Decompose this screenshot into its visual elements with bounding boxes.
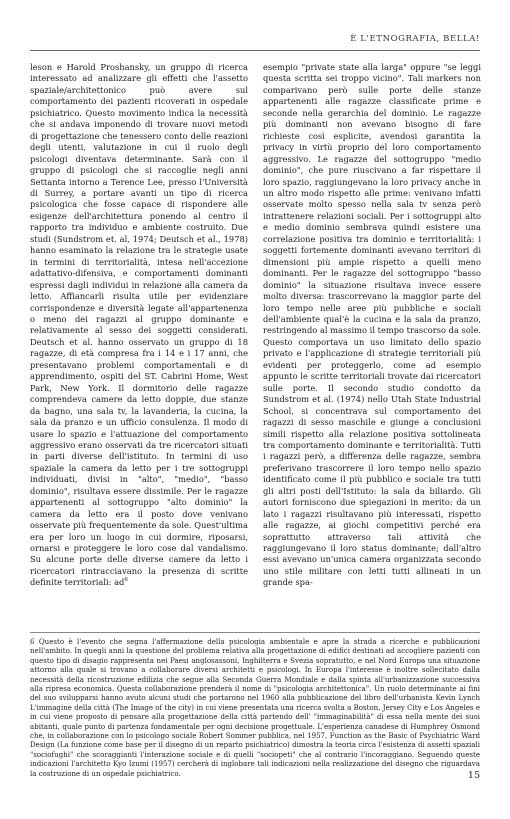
left-column-text: leson e Harold Proshansky, un gruppo di ricerca interessato ad analizzare gli effetti che l'assetto spaziale/architettonico può avere sul comportamento dei pazienti ricoverati in ospedale psichiatrico. Questo movimento indica la necessità che si andava imponendo di trovare nuovi metodi di progettazione che tenessero conto delle reazioni degli utenti, valutazione in cui il ruolo degli psicologi diventava determinante. Sarà con il gruppo di psicologi che si raccoglie negli anni Settanta intorno a Terence Lee, presso l'Università di Surrey, a portare avanti un tipo di ricerca psicologica che fosse capace di rispondere alle esigenze dell'architettura ponendo al centro il rapporto tra individuo e ambiente costruito. Due studi (Sundstrom et. al, 1974; Deutsch et al., 1978) hanno esaminato la relazione tra le strategie usate in termini di territorialità, intesa nell'accezione adattativo-difensiva, e comportamenti dominanti espressi dagli individui in relazione alla camera da letto. Affiancarli risulta utile per evidenziare corrispondenze e diversità legate all'appartenenza o meno dei ragazzi al gruppo dominante e relativamente al sesso dei soggetti considerati. Deutsch et al. hanno osservato un gruppo di 18 ragazze, di età compresa fra i 14 e i 17 anni, che presentavano problemi comportamentali e di apprendimento, ospiti del ST. Cabrini Home, West Park, New York. Il dormitorio delle ragazze comprendeva camere da letto doppie, due stanze da bagno, una sala tv, la lavanderia, la cucina, la sala da pranzo e un ufficio consulenza. Il modo di usare lo spazio e l'attuazione del comportamento aggressivo erano osservati da tre ricercatori situati in parti diverse dell'istituto. In termini di uso spaziale la camera da letto per i tre sottogruppi individuati, divisi in "alto", "medio", "basso dominio", risultava essere dissimile. Per le ragazze appartenenti al sottogruppo "alto dominio" la camera da letto era il posto dove venivano osservate più frequentemente da sole. Quest'ultima era per loro un luogo in cui dormire, riposarsi, ornarsi e proteggere le loro cose dal vandalismo. Su alcune porte delle diverse camere da letto i ricercatori rintracciavano la presenza di scritte definite territoriali: ad (30, 62, 248, 588)
footnote-text: 6 Questo è l'evento che segna l'affermazione della psicologia ambientale e apre la strada a ricerche e pubblicazioni nell'ambito. In quegli anni la questione del problema relativa alla progettazione di edifici destinati ad accogliere pazienti con questo tipo di disagio rappresenta nei Paesi anglosassoni, Inghilterra e Svezia sopratutto, e nel Nord Europa una situazione attorno alla quale si trovano a collaborare diversi architetti e psicologi. In Europa l'interesse è inoltre sollecitato dalla necessità della ricostruzione edilizia che segue alla Seconda Guerra Mondiale e dalla spinta all'urbanizzazione successiva alla ripresa economica. Questa collaborazione prenderà il nome di "psicologia architettonica". Un ruolo determinante ai fini del suo svilupparsi hanno avuto alcuni studi che portarono nel 1960 alla pubblicazione del libro dell'urbanista Kevin Lynch L'immagine della città (The Image of the city) in cui viene presentata una ricerca svolta a Boston, Jersey City e Los Angeles e in cui viene proposto di pensare alla progettazione della città partendo dell' "immaginabilità" di essa nella mente dei suoi abitanti, quale punto di partenza fondamentale per ogni decisione progettuale. L'esperienza canadese di Humphrey Osmond che, in collaborazione con lo psicologo sociale Robert Sommer pubblica, nel 1957, Function as the Basic of Psychiatric Ward Design (La funzione come base per il disegno di un reparto psichiatrico) dimostra la teoria circa l'esistenza di assetti spaziali "sociofughi" che scoraggianti l'interazione sociale e di quelli "sociopeti" che al contrario l'incoraggiano. Seguendo queste indicazioni l'architetto Kyo Izumi (1957) cercherà di inglobare tali indicazioni nella realizzazione del disegno che riguardava la costruzione di un ospedale psichiatrico. (30, 637, 480, 778)
page-number: 15 (467, 770, 480, 781)
running-header: È L'ETNOGRAFIA, BELLA! (350, 34, 480, 44)
left-column-paragraph (30, 62, 248, 589)
left-text-column (30, 62, 248, 589)
footnote-marker: 6 (124, 577, 128, 584)
footnote (30, 637, 480, 778)
right-text-column (263, 62, 481, 589)
header-rule (30, 50, 480, 51)
footnote-rule (30, 632, 480, 633)
right-column-paragraph: esempio "private state alla larga" oppure "se leggi questa scritta sei troppo vicino". Tali markers non comparivano però sulle porte delle stanze appartenenti alle ragazze classificate prime e seconde nella gerarchia del dominio. Le ragazze più dominanti non avevano bisogno di fare richieste così esplicite, avendosi garantita la privacy in virtù proprio del loro comportamento aggressivo. Le ragazze del sottogruppo "medio dominio", che pure riuscivano a far rispettare il loro spazio, raggiungevano la loro privacy anche in un altro modo rispetto alle prime: venivano infatti osservate molto spesso nella sala tv senza però intrattenere relazioni sociali. Per i sottogruppi alto e medio dominio sembrava quindi esistere una correlazione positiva tra dominio e territorialità: i soggetti fortemente dominanti avevano territori di dimensioni più ampie rispetto a quelli meno dominanti. Per le ragazze del sottogruppo "basso dominio" la situazione risultava invece essere molto diversa: trascorrevano la maggior parte del loro tempo nelle aree più pubbliche e sociali dell'ambiente qual'è la cucina e la sala da pranzo, restringendo al massimo il tempo trascorso da sole. Questo comportava un uso limitato dello spazio privato e l'applicazione di strategie territoriali più evidenti per proteggerlo, come ad esempio appunto le scritte territoriali trovate dai ricercatori sulle porte. Il secondo studio condotto da Sundstrom et al. (1974) nello Utah State Industrial School, si concentrava sul comportamento dei ragazzi di sesso maschile e giunge a conclusioni simili rispetto alla relazione positiva sottolineata tra comportamento dominante e territorialità. Tutti i ragazzi però, a differenza delle ragazze, sembra preferivano trascorrere il loro tempo nello spazio identificato come il più pubblico e sociale tra tutti gli altri posti dell'Istituto: la sala da biliardo. Gli autori forniscono due spiegazioni in merito: da un lato i ragazzi risultavano più interessati, rispetto alle ragazze, ai giochi competitivi perché era soprattutto attraverso tali attività che raggiungevano il loro status dominante; dall'altro essi avevano un'unica camera organizzata secondo uno stile militare con letti tutti allineati in un grande spa- (263, 62, 482, 588)
